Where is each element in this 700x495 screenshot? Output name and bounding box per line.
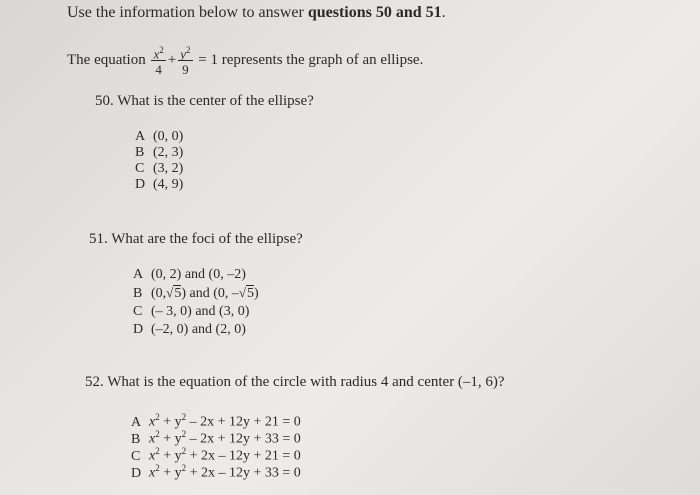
q51-option-b: B (0,√5) and (0, –√5) xyxy=(133,285,259,301)
equation-prefix: The equation xyxy=(67,51,146,68)
instructions-bold: questions 50 and 51 xyxy=(307,4,442,21)
q50-option-d: D (4, 9) xyxy=(135,177,184,192)
q50-option-c: C (3, 2) xyxy=(135,161,184,176)
instructions xyxy=(67,4,446,22)
instructions-period: . xyxy=(441,4,446,21)
q50-option-b: B (2, 3) xyxy=(135,145,184,160)
q51-option-c: C (– 3, 0) and (3, 0) xyxy=(133,304,250,319)
q51-option-d: D (–2, 0) and (2, 0) xyxy=(133,322,246,337)
q52-option-c: C $x^2 + y^2 + 2x - 12y + 21 = 0$ xyxy=(131,446,301,464)
equation-suffix: = 1 represents the graph of an ellipse. xyxy=(198,51,424,68)
plus-sign: + xyxy=(167,51,177,68)
question-52: 52. What is the equation of the circle with radius 4 and center (–1, 6)? xyxy=(85,374,505,390)
instructions-text: Use the information below to answer xyxy=(67,4,308,21)
q52-option-b: B $x^2 + y^2 - 2x + 12y + 33 = 0$ xyxy=(131,429,301,447)
q51-option-a: A (0, 2) and (0, –2) xyxy=(133,267,246,282)
x-fraction: $\frac{x^2}{4}$ xyxy=(153,45,164,78)
q52-option-d: D $x^2 + y^2 + 2x - 12y + 33 = 0$ xyxy=(131,463,301,481)
y-fraction: $\frac{y^2}{9}$ xyxy=(180,45,191,78)
ellipse-equation xyxy=(67,44,423,76)
question-50: 50. What is the center of the ellipse? xyxy=(95,93,314,109)
q52-option-a: A $x^2 + y^2 - 2x + 12y + 21 = 0$ xyxy=(131,412,301,430)
question-51: 51. What are the foci of the ellipse? xyxy=(89,231,303,247)
q50-option-a: A (0, 0) xyxy=(135,129,184,144)
